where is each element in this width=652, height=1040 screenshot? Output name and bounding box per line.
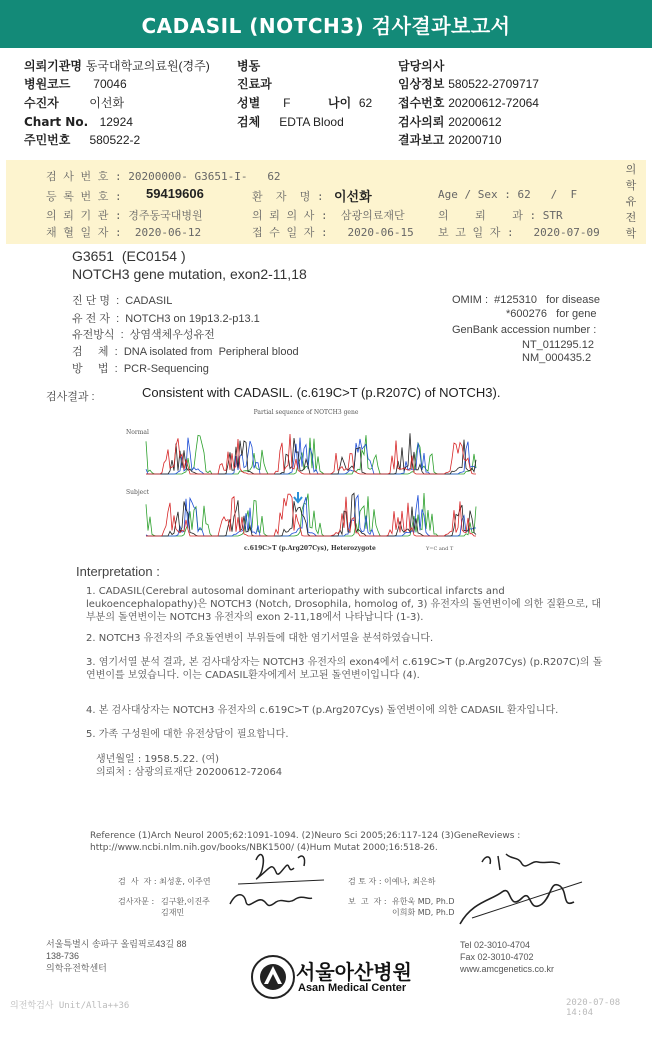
interpretation-item-4: 4. 본 검사대상자는 NOTCH3 유전자의 c.619C>T (p.Arg207Cys) 돌연변이에 의한 CADASIL 환자입니다. bbox=[86, 705, 559, 716]
age-sex: Age / Sex : 62 / F bbox=[438, 188, 578, 201]
rrn-label: 주민번호 bbox=[24, 133, 71, 147]
reg-label: 등 록 번 호 : bbox=[46, 190, 122, 203]
sample-type: 검 체 : DNA isolated from Peripheral blood bbox=[72, 346, 299, 358]
normal-trace bbox=[146, 433, 476, 474]
nt-accession: NT_011295.12 bbox=[522, 339, 594, 351]
result-label: 검사결과 : bbox=[46, 391, 95, 403]
side-char: 학 bbox=[625, 227, 637, 240]
report-date-row bbox=[398, 132, 502, 148]
patient-value: 이선화 bbox=[89, 96, 125, 110]
collection-date: 채 혈 일 자 : 2020-06-12 bbox=[46, 226, 202, 239]
chromatogram-title: Partial sequence of NOTCH3 gene bbox=[253, 409, 359, 416]
chart-value: 12924 bbox=[99, 115, 133, 129]
tester2-names: 김구환,이진주 김재민 bbox=[161, 897, 210, 917]
reviewer-names: 검 토 자 : 이예나, 최은하 bbox=[348, 877, 436, 886]
chart-label: Chart No. bbox=[24, 115, 89, 129]
hospital-code-label: 병원코드 bbox=[24, 77, 71, 91]
side-char: 유 bbox=[625, 195, 637, 208]
chromatogram-trace-line bbox=[146, 435, 476, 474]
inheritance: 유전방식 : 상염색체우성유전 bbox=[72, 329, 215, 341]
specimen-value: EDTA Blood bbox=[279, 115, 344, 129]
request-date-label: 검사의뢰 bbox=[398, 115, 445, 129]
hospital-logo-english: Asan Medical Center bbox=[298, 982, 407, 994]
hospital-code-value: 70046 bbox=[93, 77, 127, 91]
chart-row bbox=[24, 114, 133, 130]
age-value: 62 bbox=[358, 96, 373, 110]
chromatogram-trace-line bbox=[146, 494, 476, 536]
sequencing-chromatogram bbox=[126, 408, 486, 558]
chromatogram-trace-line bbox=[146, 493, 476, 536]
side-char: 의 bbox=[625, 163, 637, 176]
reporter-names: 유한욱 MD, Ph.D 이희화 MD, Ph.D bbox=[392, 897, 455, 917]
normal-trace-label: Normal bbox=[126, 429, 149, 436]
clinical-label: 임상정보 bbox=[398, 77, 445, 91]
asan-foundation-emblem-icon bbox=[250, 954, 296, 1000]
reviewer-signature bbox=[442, 842, 592, 934]
interpretation-item-1: 1. CADASIL(Cerebral autosomal dominant arteriopathy with subcortical infarcts and leukoencephalopathy)은 NOTCH3 (Notch, Drosophila, homolog of, 3) 유전자의 돌연변이에 의한 질환으로, 대부분의 돌연변이는 NOTCH3 유전자의 exon 2-11,18에서 나타납니다 (1-3). bbox=[86, 586, 601, 623]
address: 서울특별시 송파구 올림픽로43길 88 138-736 의학유전학센터 bbox=[46, 939, 187, 973]
receipt-no-label: 접수번호 bbox=[398, 96, 445, 110]
scanned-report bbox=[6, 160, 646, 1030]
sex-value: F bbox=[283, 96, 291, 110]
age-row bbox=[328, 95, 372, 111]
patient-name: 이선화 bbox=[334, 190, 372, 205]
tester2-label: 검사자문 : bbox=[118, 897, 155, 906]
side-char: 학 bbox=[625, 179, 637, 192]
specimen-label: 검체 bbox=[237, 115, 261, 129]
reporter-label: 보 고 자 : bbox=[348, 897, 387, 906]
scan-footer-left: 의전학검사 Unit/Alla++36 bbox=[10, 1001, 130, 1011]
report-date-label: 결과보고 bbox=[398, 133, 445, 147]
test-number: 검 사 번 호 : 20200000- G3651-I- 62 bbox=[46, 170, 281, 183]
interpretation-item-5: 5. 가족 구성원에 대한 유전상담이 필요합니다. bbox=[86, 729, 289, 740]
referrer: 의뢰처 : 삼광의료재단 20200612-72064 bbox=[96, 767, 283, 778]
tester-signature bbox=[216, 848, 336, 918]
specimen-row bbox=[237, 114, 344, 130]
genbank-label: GenBank accession number : bbox=[452, 324, 597, 336]
chromatogram-trace-line bbox=[146, 493, 476, 536]
doctor-label: 담당의사 bbox=[398, 59, 445, 73]
dept-label: 진료과 bbox=[237, 77, 272, 91]
subject-trace bbox=[146, 493, 476, 536]
request-date-value: 20200612 bbox=[448, 115, 502, 129]
report-date: 보 고 일 자 : 2020-07-09 bbox=[438, 226, 600, 239]
patient-name-label: 환 자 명 : bbox=[252, 190, 324, 203]
rrn-value: 580522-2 bbox=[89, 133, 141, 147]
date-of-birth: 생년월일 : 1958.5.22. (여) bbox=[96, 754, 220, 765]
interpretation-title: Interpretation : bbox=[76, 564, 160, 579]
requesting-doctor: 의 뢰 의 사 : 삼광의료재단 bbox=[252, 209, 405, 222]
report-date-value: 20200710 bbox=[448, 133, 502, 147]
request-date-row bbox=[398, 114, 502, 130]
institution-row bbox=[24, 58, 210, 74]
age-label: 나이 bbox=[328, 96, 352, 110]
chromatogram-legend: Y=C and T bbox=[426, 546, 454, 552]
doctor-row bbox=[398, 58, 444, 74]
hospital-code-row bbox=[24, 76, 127, 92]
gene-test-title: NOTCH3 gene mutation, exon2-11,18 bbox=[72, 266, 307, 282]
report-title: CADASIL (NOTCH3) 검사결과보고서 bbox=[0, 0, 652, 48]
sex-row bbox=[237, 95, 290, 111]
sex-label: 성별 bbox=[237, 96, 261, 110]
tester-names: 검 사 자 : 최성훈, 이주연 bbox=[118, 877, 211, 886]
patient-label: 수진자 bbox=[24, 96, 59, 110]
institution-label: 의뢰기관명 bbox=[24, 59, 82, 73]
subject-trace-label: Subject bbox=[126, 489, 149, 496]
nm-accession: NM_000435.2 bbox=[522, 352, 592, 364]
gene: 유 전 자 : NOTCH3 on 19p13.2-p13.1 bbox=[72, 313, 260, 325]
telephone: Tel 02-3010-4704 bbox=[460, 940, 531, 950]
side-vertical-label bbox=[623, 162, 639, 242]
ward-row bbox=[237, 58, 260, 74]
mutation-arrow-icon bbox=[294, 492, 302, 502]
dept-row bbox=[237, 76, 272, 92]
rrn-row bbox=[24, 132, 140, 148]
institution-value: 동국대학교의료원(경주) bbox=[85, 59, 210, 73]
chromatogram-trace-line bbox=[146, 495, 476, 536]
reg-number: 59419606 bbox=[146, 186, 204, 201]
omim-disease: OMIM : #125310 for disease bbox=[452, 294, 600, 306]
test-code: G3651 (EC0154 ) bbox=[72, 248, 186, 264]
method: 방 법 : PCR-Sequencing bbox=[72, 363, 209, 375]
hospital-logo-korean: 서울아산병원 bbox=[296, 960, 412, 984]
ward-label: 병동 bbox=[237, 59, 261, 73]
result-text: Consistent with CADASIL. (c.619C>T (p.R207C) of NOTCH3). bbox=[142, 385, 501, 400]
chromatogram-caption: c.619C>T (p.Arg207Cys), Heterozygote bbox=[244, 545, 376, 552]
clinical-value: 580522-2709717 bbox=[448, 77, 539, 91]
receipt-no-value: 20200612-72064 bbox=[448, 96, 539, 110]
omim-gene: *600276 for gene bbox=[506, 308, 597, 320]
interpretation-item-2: 2. NOTCH3 유전자의 주요돌연변이 부위들에 대한 염기서열을 분석하였습니다. bbox=[86, 633, 434, 644]
website: www.amcgenetics.co.kr bbox=[460, 964, 555, 974]
requesting-institution: 의 뢰 기 관 : 경주동국대병원 bbox=[46, 209, 203, 222]
receipt-no-row bbox=[398, 95, 539, 111]
side-char: 전 bbox=[625, 211, 637, 224]
requesting-dept: 의 뢰 과 : STR bbox=[438, 209, 563, 222]
references: Reference (1)Arch Neurol 2005;62:1091-1094. (2)Neuro Sci 2005;26:117-124 (3)GeneReviews : http://www.ncbi.nlm.nih.gov/books/NBK1500/ (4)Hum Mutat 2000;16:518-26. bbox=[90, 831, 521, 853]
patient-row bbox=[24, 95, 124, 111]
interpretation-item-3: 3. 염기서열 분석 결과, 본 검사대상자는 NOTCH3 유전자의 exon4에서 c.619C>T (p.Arg207Cys) (p.R207C)의 돌연변이를 보였습니다. 이는 CADASIL환자에게서 보고된 돌연변이입니다 (4). bbox=[86, 657, 603, 681]
clinical-row bbox=[398, 76, 539, 92]
receipt-date: 접 수 일 자 : 2020-06-15 bbox=[252, 226, 414, 239]
diagnosis: 진 단 명 : CADASIL bbox=[72, 295, 173, 307]
scan-footer-right: 2020-07-08 14:04 bbox=[566, 998, 621, 1018]
fax: Fax 02-3010-4702 bbox=[460, 952, 534, 962]
